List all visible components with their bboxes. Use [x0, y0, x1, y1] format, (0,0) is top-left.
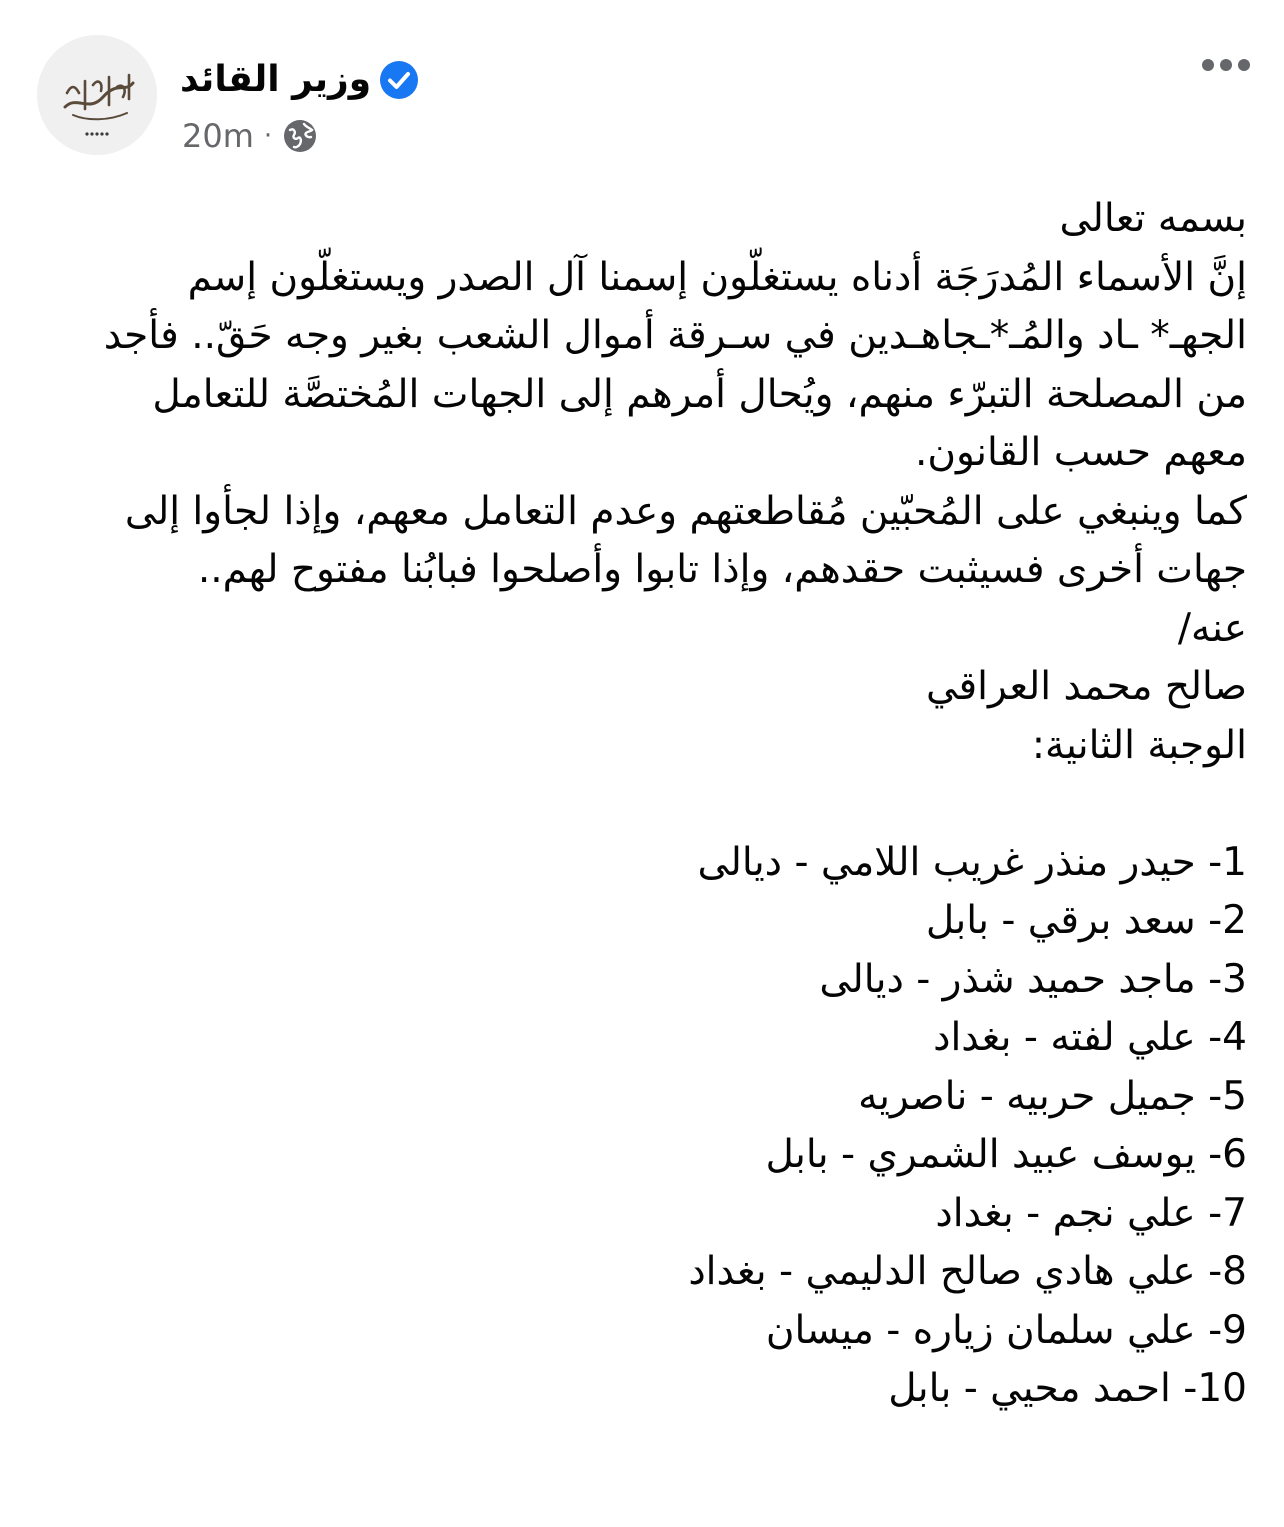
post-text — [80, 190, 1247, 1419]
spacer — [80, 775, 1247, 834]
list-item: 8- علي هادي صالح الدليمي - بغداد — [688, 1249, 1247, 1294]
post-meta — [182, 112, 318, 160]
meta-separator: · — [263, 121, 273, 151]
salutation: بسمه تعالى — [1059, 196, 1247, 241]
more-options-button[interactable] — [1194, 40, 1258, 90]
signature-name: صالح محمد العراقي — [926, 664, 1247, 709]
list-item: 3- ماجد حميد شذر - ديالى — [819, 956, 1247, 1002]
list-item: 2- سعد برقي - بابل — [925, 898, 1247, 943]
verified-badge-icon — [379, 60, 419, 100]
page-logo — [37, 35, 157, 155]
author-row — [180, 52, 419, 108]
list-item: 5- جميل حربيه - ناصريه — [858, 1073, 1247, 1119]
avatar[interactable] — [37, 35, 157, 155]
post-header — [0, 0, 1284, 180]
advice-paragraph: كما وينبغي على المُحبّين مُقاطعتهم وعدم التعامل معهم، وإذا لجأوا إلى جهات أخرى فسيثبت حقدهم، وإذا تابوا وأصلحوا فبابُنا مفتوح لهم.. — [124, 488, 1247, 592]
post-time[interactable]: 20m — [182, 117, 254, 155]
page-name[interactable]: وزير القائد — [180, 59, 372, 100]
list-item: 6- يوسف عبيد الشمري - بابل — [765, 1132, 1247, 1177]
list-item: 1- حيدر منذر غريب اللامي - ديالى — [697, 839, 1247, 885]
list-item: 9- علي سلمان زياره - ميسان — [765, 1307, 1247, 1353]
on-behalf-line: عنه/ — [1177, 605, 1247, 651]
list-item: 4- علي لفته - بغداد — [933, 1015, 1247, 1060]
more-options-icon — [1201, 58, 1251, 72]
list-item: 10- احمد محيي - بابل — [888, 1366, 1247, 1411]
list-item: 7- علي نجم - بغداد — [935, 1190, 1247, 1236]
statement-paragraph: إنَّ الأسماء المُدرَجَة أدناه يستغلّون إسمنا آل الصدر ويستغلّون إسم الجهـ* ـاد والمُـ*ـجاهـدين في سـرقة أموال الشعب بغير وجه حَقّ.. فأجد من المصلحة التبرّء منهم، ويُحال أمرهم إلى الجهات المُختصَّة للتعامل معهم حسب القانون. — [103, 254, 1247, 475]
globe-icon[interactable] — [282, 118, 318, 154]
batch-heading: الوجبة الثانية: — [1031, 722, 1247, 768]
